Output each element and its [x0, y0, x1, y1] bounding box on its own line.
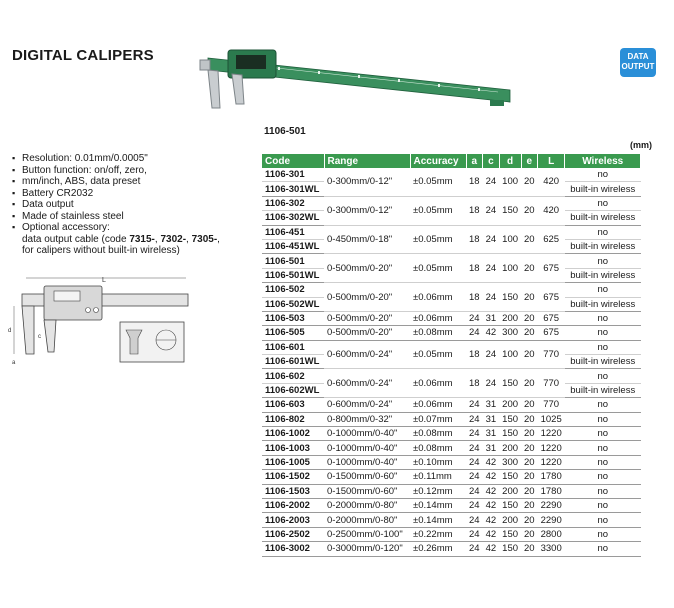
table-row — [262, 427, 641, 441]
table-row — [262, 340, 641, 354]
wireless-cell: no — [565, 441, 641, 455]
c-cell: 42 — [483, 527, 500, 541]
feature-material: ▪ Made of stainless steel — [12, 211, 252, 223]
accuracy-cell: ±0.06mm — [410, 369, 466, 398]
range-cell: 0-1000mm/0-40" — [324, 441, 410, 455]
wireless-cell: no — [565, 542, 641, 556]
feature-accessory-detail — [12, 234, 252, 246]
wireless-cell: built-in wireless — [565, 239, 641, 253]
wireless-cell: no — [565, 427, 641, 441]
c-cell: 31 — [483, 412, 500, 426]
wireless-cell: built-in wireless — [565, 383, 641, 397]
wireless-cell: no — [565, 470, 641, 484]
L-cell: 675 — [538, 283, 565, 312]
data-output-badge — [620, 48, 656, 77]
wireless-cell: built-in wireless — [565, 182, 641, 196]
L-cell: 675 — [538, 311, 565, 325]
accuracy-cell: ±0.05mm — [410, 340, 466, 369]
code-cell: 1106-2502 — [262, 527, 324, 541]
code-cell: 1106-1003 — [262, 441, 324, 455]
range-cell: 0-600mm/0-24" — [324, 340, 410, 369]
code-cell: 1106-602 — [262, 369, 324, 383]
d-cell: 150 — [499, 412, 521, 426]
accuracy-cell: ±0.08mm — [410, 441, 466, 455]
d-cell: 100 — [499, 225, 521, 254]
table-row — [262, 225, 641, 239]
a-cell: 24 — [466, 326, 483, 340]
e-cell: 20 — [521, 455, 538, 469]
wireless-cell: no — [565, 340, 641, 354]
e-cell: 20 — [521, 369, 538, 398]
c-cell: 42 — [483, 542, 500, 556]
code-cell: 1106-502WL — [262, 297, 324, 311]
a-cell: 18 — [466, 168, 483, 196]
L-cell: 1220 — [538, 441, 565, 455]
e-cell: 20 — [521, 412, 538, 426]
accuracy-cell: ±0.07mm — [410, 412, 466, 426]
col-L: L — [538, 154, 565, 168]
accuracy-cell: ±0.06mm — [410, 398, 466, 412]
acc-code-3: 7305- — [191, 233, 218, 245]
wireless-cell: no — [565, 412, 641, 426]
e-cell: 20 — [521, 513, 538, 527]
accuracy-cell: ±0.26mm — [410, 542, 466, 556]
table-row — [262, 513, 641, 527]
c-cell: 24 — [483, 168, 500, 196]
table-row — [262, 398, 641, 412]
d-cell: 200 — [499, 311, 521, 325]
code-cell: 1106-2003 — [262, 513, 324, 527]
c-cell: 31 — [483, 398, 500, 412]
d-cell: 150 — [499, 498, 521, 512]
col-a: a — [466, 154, 483, 168]
code-cell: 1106-451WL — [262, 239, 324, 253]
L-cell: 2290 — [538, 498, 565, 512]
dimension-drawing — [8, 272, 194, 372]
e-cell: 20 — [521, 340, 538, 369]
a-cell: 18 — [466, 225, 483, 254]
d-cell: 100 — [499, 254, 521, 283]
range-cell: 0-500mm/0-20" — [324, 311, 410, 325]
table-header-row — [262, 154, 641, 168]
wireless-cell: no — [565, 196, 641, 210]
a-cell: 24 — [466, 527, 483, 541]
c-cell: 24 — [483, 340, 500, 369]
L-cell: 675 — [538, 326, 565, 340]
range-cell: 0-600mm/0-24" — [324, 369, 410, 398]
c-cell: 31 — [483, 311, 500, 325]
code-cell: 1106-502 — [262, 283, 324, 297]
spec-table — [262, 154, 641, 557]
table-row — [262, 441, 641, 455]
L-cell: 420 — [538, 168, 565, 196]
code-cell: 1106-3002 — [262, 542, 324, 556]
wireless-cell: no — [565, 398, 641, 412]
range-cell: 0-1000mm/0-40" — [324, 455, 410, 469]
range-cell: 0-1000mm/0-40" — [324, 427, 410, 441]
acc-sep-1: , — [154, 233, 161, 245]
feature-battery: ▪ Battery CR2032 — [12, 188, 252, 200]
range-cell: 0-500mm/0-20" — [324, 283, 410, 312]
c-cell: 31 — [483, 441, 500, 455]
wireless-cell: no — [565, 455, 641, 469]
wireless-cell: no — [565, 498, 641, 512]
table-row — [262, 168, 641, 182]
a-cell: 18 — [466, 283, 483, 312]
code-cell: 1106-1005 — [262, 455, 324, 469]
feature-data-output: ▪ Data output — [12, 199, 252, 211]
d-cell: 150 — [499, 196, 521, 225]
d-cell: 150 — [499, 283, 521, 312]
table-row — [262, 412, 641, 426]
col-code: Code — [262, 154, 324, 168]
e-cell: 20 — [521, 283, 538, 312]
table-row — [262, 326, 641, 340]
model-caption: 1106-501 — [264, 126, 306, 137]
dim-label-a: a — [12, 360, 16, 366]
code-cell: 1106-501 — [262, 254, 324, 268]
a-cell: 24 — [466, 484, 483, 498]
range-cell: 0-3000mm/0-120" — [324, 542, 410, 556]
table-row — [262, 369, 641, 383]
c-cell: 42 — [483, 470, 500, 484]
e-cell: 20 — [521, 470, 538, 484]
feature-accessory: ▪ Optional accessory: — [12, 222, 252, 234]
range-cell: 0-1500mm/0-60" — [324, 484, 410, 498]
table-row — [262, 283, 641, 297]
a-cell: 24 — [466, 498, 483, 512]
e-cell: 20 — [521, 398, 538, 412]
c-cell: 31 — [483, 427, 500, 441]
a-cell: 24 — [466, 470, 483, 484]
e-cell: 20 — [521, 168, 538, 196]
d-cell: 300 — [499, 455, 521, 469]
feature-accessory-detail-2: for calipers without built-in wireless) — [22, 245, 180, 256]
wireless-cell: built-in wireless — [565, 355, 641, 369]
code-cell: 1106-603 — [262, 398, 324, 412]
range-cell: 0-600mm/0-24" — [324, 398, 410, 412]
feature-buttons-cont-text: mm/inch, ABS, data preset — [22, 176, 141, 187]
range-cell: 0-450mm/0-18" — [324, 225, 410, 254]
L-cell: 770 — [538, 369, 565, 398]
wireless-cell: built-in wireless — [565, 211, 641, 225]
range-cell: 0-500mm/0-20" — [324, 326, 410, 340]
code-cell: 1106-601 — [262, 340, 324, 354]
L-cell: 770 — [538, 340, 565, 369]
range-cell: 0-300mm/0-12" — [324, 196, 410, 225]
accuracy-cell: ±0.08mm — [410, 427, 466, 441]
table-row — [262, 254, 641, 268]
c-cell: 24 — [483, 369, 500, 398]
L-cell: 625 — [538, 225, 565, 254]
L-cell: 3300 — [538, 542, 565, 556]
code-cell: 1106-505 — [262, 326, 324, 340]
a-cell: 24 — [466, 542, 483, 556]
col-c: c — [483, 154, 500, 168]
table-row — [262, 311, 641, 325]
a-cell: 24 — [466, 412, 483, 426]
a-cell: 24 — [466, 398, 483, 412]
d-cell: 150 — [499, 527, 521, 541]
c-cell: 42 — [483, 484, 500, 498]
d-cell: 100 — [499, 340, 521, 369]
table-row — [262, 542, 641, 556]
e-cell: 20 — [521, 542, 538, 556]
badge-line-1: DATA — [627, 52, 649, 61]
range-cell: 0-2000mm/0-80" — [324, 513, 410, 527]
wireless-cell: built-in wireless — [565, 268, 641, 282]
d-cell: 200 — [499, 484, 521, 498]
a-cell: 24 — [466, 311, 483, 325]
accuracy-cell: ±0.08mm — [410, 326, 466, 340]
range-cell: 0-1500mm/0-60" — [324, 470, 410, 484]
a-cell: 24 — [466, 427, 483, 441]
c-cell: 24 — [483, 196, 500, 225]
code-cell: 1106-302WL — [262, 211, 324, 225]
a-cell: 18 — [466, 369, 483, 398]
range-cell: 0-800mm/0-32" — [324, 412, 410, 426]
table-row — [262, 527, 641, 541]
code-cell: 1106-602WL — [262, 383, 324, 397]
badge-line-2: OUTPUT — [621, 62, 655, 71]
dim-label-L: L — [102, 277, 106, 284]
code-cell: 1106-2002 — [262, 498, 324, 512]
code-cell: 1106-301 — [262, 168, 324, 182]
d-cell: 200 — [499, 441, 521, 455]
acc-sep-3: , — [217, 233, 220, 245]
wireless-cell: no — [565, 168, 641, 182]
table-row — [262, 455, 641, 469]
L-cell: 2800 — [538, 527, 565, 541]
L-cell: 1220 — [538, 455, 565, 469]
a-cell: 18 — [466, 340, 483, 369]
d-cell: 150 — [499, 470, 521, 484]
wireless-cell: no — [565, 225, 641, 239]
accuracy-cell: ±0.06mm — [410, 311, 466, 325]
acc-code-2: 7302- — [160, 233, 187, 245]
e-cell: 20 — [521, 498, 538, 512]
L-cell: 1780 — [538, 470, 565, 484]
e-cell: 20 — [521, 196, 538, 225]
table-row — [262, 498, 641, 512]
code-cell: 1106-451 — [262, 225, 324, 239]
L-cell: 1220 — [538, 427, 565, 441]
code-cell: 1106-302 — [262, 196, 324, 210]
e-cell: 20 — [521, 254, 538, 283]
acc-sep-2: , — [186, 233, 192, 245]
unit-label: (mm) — [630, 140, 652, 150]
e-cell: 20 — [521, 527, 538, 541]
accuracy-cell: ±0.05mm — [410, 254, 466, 283]
range-cell: 0-2000mm/0-80" — [324, 498, 410, 512]
e-cell: 20 — [521, 326, 538, 340]
col-e: e — [521, 154, 538, 168]
accuracy-cell: ±0.05mm — [410, 196, 466, 225]
c-cell: 42 — [483, 326, 500, 340]
wireless-cell: no — [565, 311, 641, 325]
accuracy-cell: ±0.14mm — [410, 498, 466, 512]
e-cell: 20 — [521, 441, 538, 455]
c-cell: 24 — [483, 283, 500, 312]
code-cell: 1106-503 — [262, 311, 324, 325]
c-cell: 42 — [483, 455, 500, 469]
a-cell: 18 — [466, 196, 483, 225]
L-cell: 2290 — [538, 513, 565, 527]
acc-text-1: data output cable (code — [22, 233, 130, 245]
d-cell: 150 — [499, 369, 521, 398]
feature-buttons: ▪ Button function: on/off, zero, — [12, 165, 252, 177]
col-d: d — [499, 154, 521, 168]
caliper-photo — [198, 46, 520, 118]
e-cell: 20 — [521, 225, 538, 254]
d-cell: 150 — [499, 542, 521, 556]
code-cell: 1106-1002 — [262, 427, 324, 441]
feature-resolution: ▪ Resolution: 0.01mm/0.0005" — [12, 153, 252, 165]
c-cell: 24 — [483, 225, 500, 254]
d-cell: 200 — [499, 513, 521, 527]
c-cell: 42 — [483, 498, 500, 512]
accuracy-cell: ±0.12mm — [410, 484, 466, 498]
table-row — [262, 470, 641, 484]
code-cell: 1106-501WL — [262, 268, 324, 282]
L-cell: 420 — [538, 196, 565, 225]
code-cell: 1106-802 — [262, 412, 324, 426]
dim-label-c: c — [38, 334, 41, 340]
e-cell: 20 — [521, 311, 538, 325]
code-cell: 1106-1503 — [262, 484, 324, 498]
L-cell: 675 — [538, 254, 565, 283]
wireless-cell: no — [565, 283, 641, 297]
accuracy-cell: ±0.06mm — [410, 283, 466, 312]
accuracy-cell: ±0.05mm — [410, 225, 466, 254]
table-row — [262, 484, 641, 498]
accuracy-cell: ±0.14mm — [410, 513, 466, 527]
wireless-cell: built-in wireless — [565, 297, 641, 311]
col-accuracy: Accuracy — [410, 154, 466, 168]
wireless-cell: no — [565, 369, 641, 383]
c-cell: 24 — [483, 254, 500, 283]
e-cell: 20 — [521, 427, 538, 441]
a-cell: 24 — [466, 513, 483, 527]
code-cell: 1106-1502 — [262, 470, 324, 484]
range-cell: 0-300mm/0-12" — [324, 168, 410, 196]
a-cell: 24 — [466, 455, 483, 469]
L-cell: 770 — [538, 398, 565, 412]
wireless-cell: no — [565, 326, 641, 340]
a-cell: 24 — [466, 441, 483, 455]
feature-buttons-cont — [12, 176, 252, 188]
col-range: Range — [324, 154, 410, 168]
wireless-cell: no — [565, 513, 641, 527]
code-cell: 1106-601WL — [262, 355, 324, 369]
feature-list — [12, 153, 252, 257]
page-title: DIGITAL CALIPERS — [12, 47, 154, 64]
e-cell: 20 — [521, 484, 538, 498]
d-cell: 150 — [499, 427, 521, 441]
accuracy-cell: ±0.22mm — [410, 527, 466, 541]
col-wireless: Wireless — [565, 154, 641, 168]
range-cell: 0-500mm/0-20" — [324, 254, 410, 283]
table-row — [262, 196, 641, 210]
L-cell: 1780 — [538, 484, 565, 498]
d-cell: 300 — [499, 326, 521, 340]
L-cell: 1025 — [538, 412, 565, 426]
wireless-cell: no — [565, 254, 641, 268]
c-cell: 42 — [483, 513, 500, 527]
a-cell: 18 — [466, 254, 483, 283]
wireless-cell: no — [565, 527, 641, 541]
accuracy-cell: ±0.05mm — [410, 168, 466, 196]
d-cell: 100 — [499, 168, 521, 196]
code-cell: 1106-301WL — [262, 182, 324, 196]
wireless-cell: no — [565, 484, 641, 498]
range-cell: 0-2500mm/0-100" — [324, 527, 410, 541]
acc-code-1: 7315- — [129, 233, 155, 245]
d-cell: 200 — [499, 398, 521, 412]
accuracy-cell: ±0.11mm — [410, 470, 466, 484]
dim-label-d: d — [8, 328, 12, 334]
accuracy-cell: ±0.10mm — [410, 455, 466, 469]
